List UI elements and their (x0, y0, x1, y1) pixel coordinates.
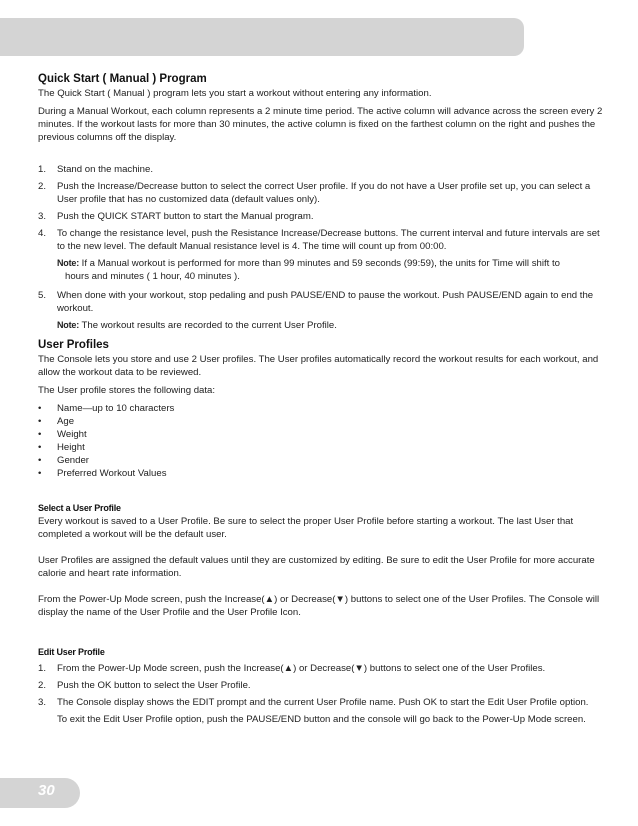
select-user-title: Select a User Profile (38, 503, 121, 513)
page-content (38, 72, 604, 732)
list-item: • Name—up to 10 characters (38, 403, 175, 414)
note-results: Note: The workout results are recorded to the current User Profile. (57, 320, 337, 331)
list-item: 2. Push the OK button to select the User Profile. (38, 680, 251, 691)
list-item: • Age (38, 416, 75, 427)
list-item: 1. From the Power-Up Mode screen, push the Increase(▲) or Decrease(▼) buttons to select one of the User Profiles. (38, 663, 546, 674)
list-item: 3. Push the QUICK START button to start the Manual program. (38, 211, 314, 222)
list-item: 2. Push the Increase/Decrease button to select the correct User profile. If you do not have a User profile set up, you can select a User profile that has no customized data (default values only). (38, 181, 591, 205)
list-item: 1. Stand on the machine. (38, 164, 154, 175)
page-number-tab (0, 778, 80, 808)
list-item: • Gender (38, 455, 89, 466)
quick-start-intro: The Quick Start ( Manual ) program lets you start a workout without entering any information. (38, 88, 432, 99)
edit-user-steps (38, 662, 604, 709)
profile-data-list (38, 402, 604, 480)
note-time-units: Note: If a Manual workout is performed for more than 99 minutes and 59 seconds (99:59), the units for Time will shift to hours and minutes ( 1 hour, 40 minutes ). (57, 258, 560, 282)
select-user-p1: Every workout is saved to a User Profile. Be sure to select the proper User Profile before starting a workout. The last User that completed a workout will be the default user. (38, 516, 574, 540)
user-profiles-title: User Profiles (38, 339, 109, 351)
list-item: 4. To change the resistance level, push the Resistance Increase/Decrease buttons. The current interval and future intervals are set to the new level. The default Manual resistance level is 4. The time will count up from 00:00. (38, 228, 600, 252)
header-bar (0, 18, 524, 56)
list-item: 3. The Console display shows the EDIT prompt and the current User Profile name. Push OK to start the Edit User Profile option. (38, 697, 589, 708)
quick-start-step-5 (38, 289, 604, 315)
quick-start-title: Quick Start ( Manual ) Program (38, 73, 207, 85)
select-user-p2: User Profiles are assigned the default values until they are customized by editing. Be sure to edit the User Profile for more accurate calorie and heart rate information. (38, 555, 595, 579)
page-number: 30 (38, 782, 55, 799)
edit-user-title: Edit User Profile (38, 647, 105, 657)
quick-start-steps (38, 163, 604, 253)
user-profiles-intro: The Console lets you store and use 2 User profiles. The User profiles automatically record the workout results for each workout, and allow the workout data to be reviewed. (38, 354, 599, 378)
quick-start-description: During a Manual Workout, each column represents a 2 minute time period. The active column will advance across the screen every 2 minutes. If the workout lasts for more than 30 minutes, the active column is fixed on the farthest column on the right and pushes the previous columns off the display. (38, 106, 603, 143)
list-item: • Weight (38, 429, 87, 440)
select-user-p3: From the Power-Up Mode screen, push the Increase(▲) or Decrease(▼) buttons to select one of the User Profiles. The Console will display the name of the User Profile and the User Profile Icon. (38, 594, 600, 618)
list-item: • Preferred Workout Values (38, 468, 167, 479)
list-item: 5. When done with your workout, stop pedaling and push PAUSE/END to pause the workout. Push PAUSE/END again to end the workout. (38, 290, 594, 314)
user-profiles-stores: The User profile stores the following data: (38, 385, 216, 396)
edit-user-exit: To exit the Edit User Profile option, push the PAUSE/END button and the console will go back to the Power-Up Mode screen. (57, 714, 586, 725)
list-item: • Height (38, 442, 85, 453)
